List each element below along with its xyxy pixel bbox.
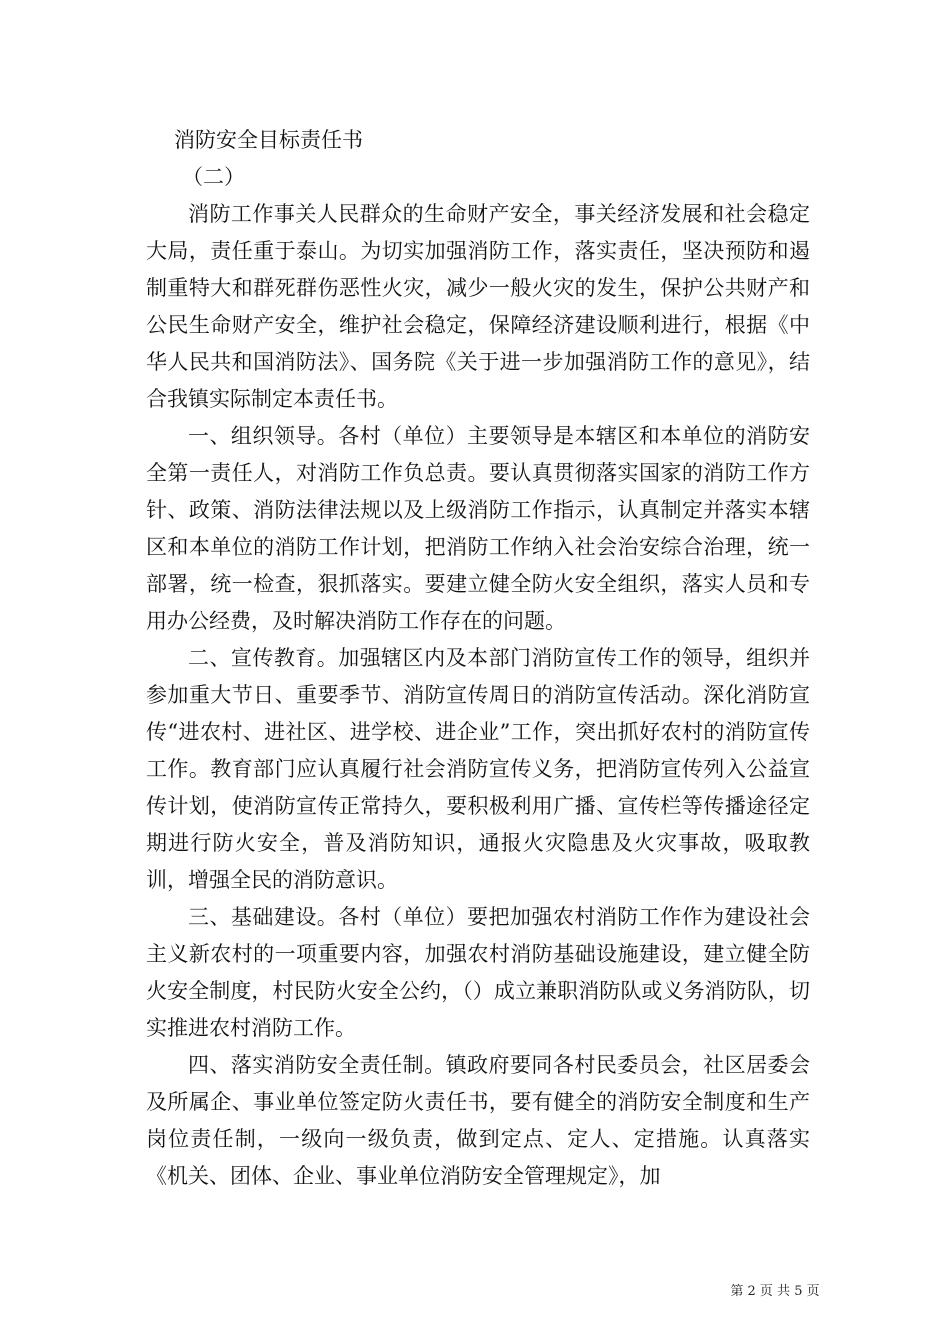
- paragraph-responsibility-system: 四、落实消防安全责任制。镇政府要同各村民委员会，社区居委会及所属企、事业单位签定防火责任书，要有健全的消防安全制度和生产岗位责任制，一级向一级负责，做到定点、定人、定措施。认真落实《机关、团体、企业、事业单位消防安全管理规定》，加: [146, 1053, 810, 1188]
- paragraph-publicity-education: 二、宣传教育。加强辖区内及本部门消防宣传工作的领导，组织并参加重大节日、重要季节、消防宣传周日的消防宣传活动。深化消防宣传“进农村、进社区、进学校、进企业”工作，突出抓好农村的消防宣传工作。教育部门应认真履行社会消防宣传义务，把消防宣传列入公益宣传计划，使消防宣传正常持久，要积极利用广播、宣传栏等传播途径定期进行防火安全，普及消防知识，通报火灾隐患及火灾事故，吸取教训，增强全民的消防意识。: [146, 646, 810, 892]
- document-body: [146, 122, 810, 1195]
- document-subtitle: （二）: [182, 165, 245, 189]
- page-number: 第 2 页 共 5 页: [730, 1284, 820, 1299]
- paragraph-organization-leadership: 一、组织领导。各村（单位）主要领导是本辖区和本单位的消防安全第一责任人，对消防工作负总责。要认真贯彻落实国家的消防工作方针、政策、消防法律法规以及上级消防工作指示，认真制定并落实本辖区和本单位的消防工作计划，把消防工作纳入社会治安综合治理，统一部署，统一检查，狠抓落实。要建立健全防火安全组织，落实人员和专用办公经费，及时解决消防工作存在的问题。: [146, 424, 810, 633]
- paragraph-infrastructure: 三、基础建设。各村（单位）要把加强农村消防工作作为建设社会主义新农村的一项重要内容，加强农村消防基础设施建设，建立健全防火安全制度，村民防火安全公约，（）成立兼职消防队或义务消防队，切实推进农村消防工作。: [146, 905, 810, 1040]
- document-title: 消防安全目标责任书: [174, 128, 363, 152]
- page-footer: [0, 1280, 950, 1299]
- paragraph-intro: 消防工作事关人民群众的生命财产安全，事关经济发展和社会稳定大局，责任重于泰山。为切实加强消防工作，落实责任，坚决预防和遏制重特大和群死群伤恶性火灾，减少一般火灾的发生，保护公共财产和公民生命财产安全，维护社会稳定，保障经济建设顺利进行，根据《中华人民共和国消防法》、国务院《关于进一步加强消防工作的意见》，结合我镇实际制定本责任书。: [146, 202, 810, 411]
